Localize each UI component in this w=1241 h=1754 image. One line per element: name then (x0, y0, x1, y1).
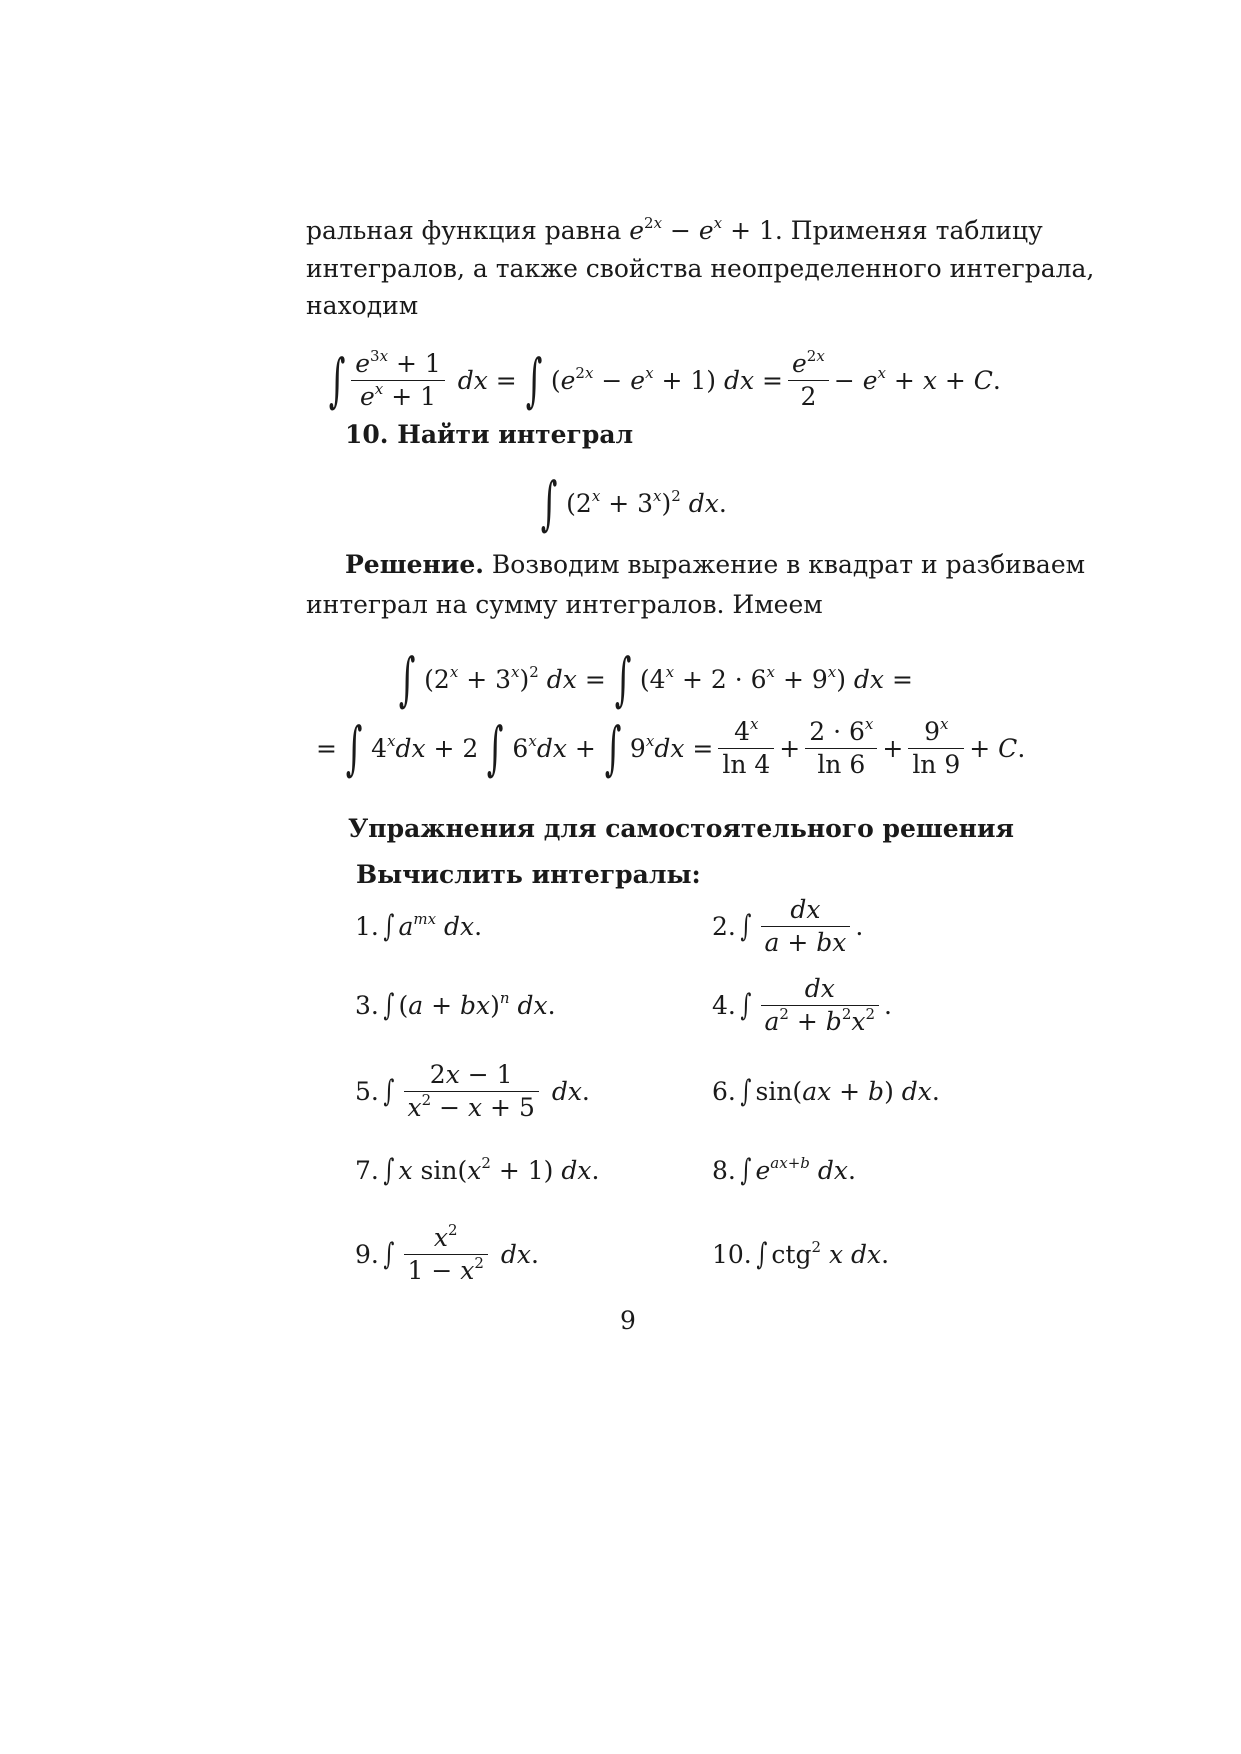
solution-line-2: интеграл на сумму интегралов. Имеем (306, 590, 823, 619)
fraction: $\frac{e^{2x}}{2}$ (788, 348, 829, 413)
equation-1: ∫ $\frac{e^{3x} + 1}{e^x + 1}$ dx = ∫ $(e^{2x} - e^x + 1)$ dx = $\frac{e^{2x}}{2}$ − $e^x + x + C$. (328, 346, 1001, 414)
integral-sign: ∫ (740, 1073, 752, 1109)
integral-sign: ∫ (540, 469, 558, 537)
page-number: 9 (620, 1306, 636, 1335)
fraction: $\frac{dx}{a + bx}$ (761, 894, 851, 959)
exercise-number: 6. (712, 1076, 736, 1106)
intro-line-2: интегралов, а также свойства неопределенного интеграла, (306, 254, 1095, 283)
integral-sign: ∫ (614, 645, 632, 713)
fraction: $\frac{9^x}{\ln 9}$ (908, 716, 964, 781)
exercise-3: 3. ∫ (a + bx)$^n$ dx. (355, 987, 556, 1023)
exercise-number: 8. (712, 1155, 736, 1185)
exercise-5: 5. ∫ $\frac{2x - 1}{x^2 - x + 5}$ dx. (355, 1059, 590, 1122)
integral-sign: ∫ (604, 714, 622, 782)
intro-line-3: находим (306, 291, 419, 320)
exercise-2: 2. ∫ $\frac{dx}{a + bx}$ . (712, 894, 864, 957)
exercise-number: 1. (355, 911, 379, 941)
equation-3-line-2: = ∫ $4^xdx + 2$ ∫ $6^xdx$ + ∫ $9^xdx$ = $\frac{4^x}{\ln 4}$ + $\frac{2 \cdot 6^x}{\ln 6}$ + $\frac{9^x}{\ln 9}$ + C. (316, 714, 1026, 782)
fraction: $\frac{4^x}{\ln 4}$ (718, 716, 774, 781)
integral-sign: ∫ (756, 1236, 768, 1272)
exercise-number: 10. (712, 1239, 752, 1269)
intro-line-1-tail: . Применяя таблицу (774, 216, 1043, 245)
integral-sign: ∫ (487, 714, 504, 782)
integral-sign: ∫ (740, 908, 752, 944)
fraction: $\frac{2 \cdot 6^x}{\ln 6}$ (805, 716, 877, 781)
integral-sign: ∫ (328, 346, 346, 414)
exercise-number: 3. (355, 990, 379, 1020)
exercise-number: 5. (355, 1076, 379, 1106)
intro-line-1 (306, 214, 1043, 246)
integral-sign: ∫ (383, 1236, 395, 1272)
integral-sign: ∫ (383, 1152, 395, 1188)
problem-heading: 10. Найти интеграл (345, 420, 634, 449)
integral-sign: ∫ (740, 987, 752, 1023)
exercise-number: 4. (712, 990, 736, 1020)
integral-sign: ∫ (740, 1152, 752, 1188)
exercise-number: 2. (712, 911, 736, 941)
exercise-number: 9. (355, 1239, 379, 1269)
exercise-1: 1. ∫ $a^{mx}$ dx. (355, 908, 483, 944)
integral-sign: ∫ (383, 1073, 395, 1109)
fraction: $\frac{2x - 1}{x^2 - x + 5}$ (404, 1059, 539, 1124)
fraction: $\frac{dx}{a^2 + b^2x^2}$ (761, 973, 880, 1038)
equation-2: ∫ $(2^x + 3^x)^2$ dx. (540, 469, 727, 537)
solution-line-1 (345, 550, 1086, 580)
exercise-number: 7. (355, 1155, 379, 1185)
solution-label: Решение. (345, 550, 484, 579)
integral-sign: ∫ (525, 346, 543, 414)
solution-line-1-text: Возводим выражение в квадрат и разбиваем (491, 550, 1086, 579)
equation-3-line-1: ∫ $(2^x + 3^x)^2$ dx = ∫ $(4^x + 2 \cdot 6^x + 9^x)$ dx = (398, 645, 913, 713)
intro-line-1-text: ральная функция равна (306, 216, 622, 245)
exercise-6: 6. ∫ sin(ax + b) dx. (712, 1073, 940, 1109)
exercise-4: 4. ∫ $\frac{dx}{a^2 + b^2x^2}$ . (712, 973, 892, 1036)
exercises-heading: Упражнения для самостоятельного решения (348, 814, 1014, 843)
exercises-subheading: Вычислить интегралы: (356, 860, 701, 889)
exercise-10: 10. ∫ ctg$^2$ x dx. (712, 1236, 890, 1272)
exercise-9: 9. ∫ $\frac{x^2}{1 - x^2}$ dx. (355, 1220, 539, 1285)
integral-sign: ∫ (383, 908, 395, 944)
integral-sign: ∫ (345, 714, 363, 782)
inline-formula: $e^{2x} - e^x + 1$ (629, 214, 775, 245)
fraction: $\frac{e^{3x} + 1}{e^x + 1}$ (351, 348, 445, 413)
integral-sign: ∫ (383, 987, 395, 1023)
integral-sign: ∫ (398, 645, 416, 713)
exercise-7: 7. ∫ x $\sin(x^2 + 1)$ dx. (355, 1152, 600, 1188)
fraction: $\frac{x^2}{1 - x^2}$ (404, 1222, 488, 1287)
exercise-8: 8. ∫ $e^{ax+b}$ dx. (712, 1152, 856, 1188)
